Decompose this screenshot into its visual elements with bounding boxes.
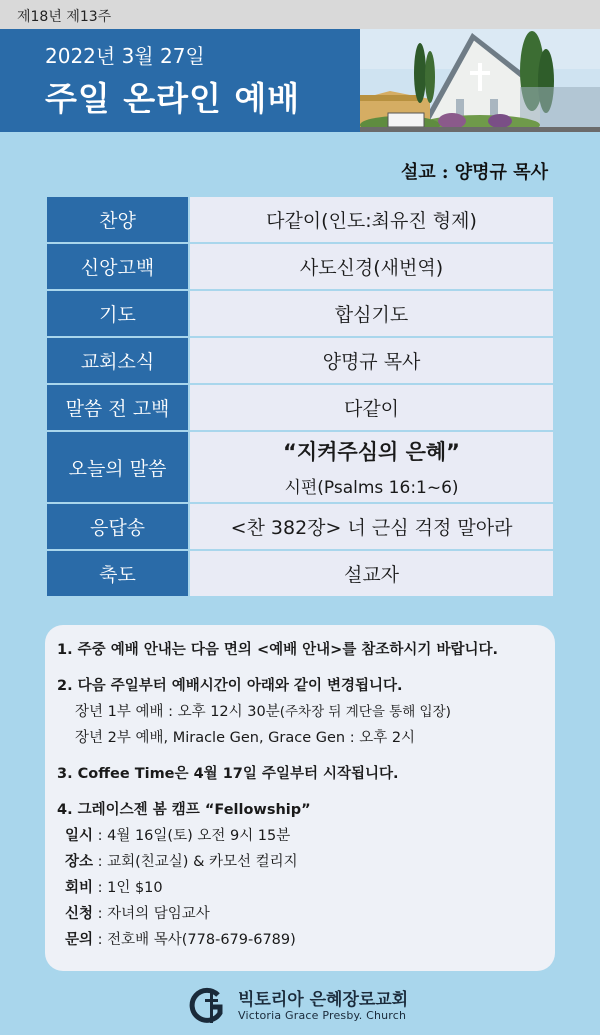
order-row (46, 243, 554, 290)
order-label: 응답송 (46, 503, 189, 550)
sermon-cell (189, 431, 554, 503)
church-name-korean: 빅토리아 은혜장로교회 (238, 990, 409, 1010)
sermon-title: “지켜주심의 은혜” (283, 440, 460, 464)
order-row (46, 337, 554, 384)
footer (0, 985, 600, 1030)
service-time-1: 장년 1부 예배 : 오후 12시 30분 (75, 704, 280, 720)
order-row (46, 503, 554, 550)
order-row (46, 196, 554, 243)
order-value: 양명규 목사 (189, 337, 554, 384)
order-row (46, 384, 554, 431)
camp-value: : 자녀의 담임교사 (93, 906, 210, 922)
order-row-sermon (46, 431, 554, 503)
church-photo (360, 29, 600, 132)
camp-key: 일시 (65, 828, 94, 844)
church-logo-icon (188, 987, 232, 1025)
notice-2: 2. 다음 주일부터 예배시간이 아래와 같이 변경됩니다. (57, 678, 403, 694)
camp-value: : 전호배 목사(778-679-6789) (93, 932, 296, 948)
scripture-reference: 시편(Psalms 16:1~6) (284, 478, 459, 498)
camp-detail (57, 849, 555, 875)
order-value: 합심기도 (189, 290, 554, 337)
camp-detail (57, 901, 555, 927)
camp-key: 회비 (65, 880, 94, 896)
church-name-english: Victoria Grace Presby. Church (238, 1009, 407, 1022)
camp-key: 신청 (65, 906, 94, 922)
order-value: 다같이 (189, 384, 554, 431)
camp-key: 문의 (65, 932, 94, 948)
order-label: 오늘의 말씀 (46, 431, 189, 503)
order-row (46, 290, 554, 337)
order-label: 교회소식 (46, 337, 189, 384)
order-label: 축도 (46, 550, 189, 597)
issue-strip (0, 0, 600, 29)
camp-value: : 교회(친교실) & 카모선 컬리지 (93, 854, 298, 870)
notice-4: 4. 그레이스젠 봄 캠프 “Fellowship” (57, 802, 311, 818)
header-banner (0, 29, 600, 132)
notice-2-detail-1 (57, 699, 555, 725)
camp-detail (57, 927, 555, 953)
preacher-line: 설교 : 양명규 목사 (400, 162, 548, 183)
order-value: 다같이(인도:최유진 형제) (189, 196, 554, 243)
service-date: 2022년 3월 27일 (45, 44, 205, 68)
page-title: 주일 온라인 예배 (45, 79, 301, 118)
announcements-box (45, 625, 555, 971)
notice-2-detail-2: 장년 2부 예배, Miracle Gen, Grace Gen : 오후 2시 (75, 730, 416, 746)
order-row (46, 550, 554, 597)
order-label: 신앙고백 (46, 243, 189, 290)
order-value: 사도신경(새번역) (189, 243, 554, 290)
notice-3: 3. Coffee Time은 4월 17일 주일부터 시작됩니다. (57, 766, 399, 782)
camp-detail (57, 823, 555, 849)
title-panel (0, 29, 360, 132)
camp-key: 장소 (65, 854, 94, 870)
camp-value: : 1인 $10 (93, 880, 163, 896)
worship-order-table (45, 195, 555, 598)
order-label: 찬양 (46, 196, 189, 243)
notice-1: 1. 주중 예배 안내는 다음 면의 <예배 안내>를 참조하시기 바랍니다. (57, 642, 499, 658)
entrance-note: (주차장 뒤 계단을 통해 입장) (279, 704, 451, 720)
issue-number: 제18년 제13주 (17, 9, 112, 25)
camp-value: : 4월 16일(토) 오전 9시 15분 (93, 828, 291, 844)
order-label: 기도 (46, 290, 189, 337)
order-label: 말씀 전 고백 (46, 384, 189, 431)
camp-detail (57, 875, 555, 901)
order-value: <찬 382장> 너 근심 걱정 말아라 (189, 503, 554, 550)
order-value: 설교자 (189, 550, 554, 597)
